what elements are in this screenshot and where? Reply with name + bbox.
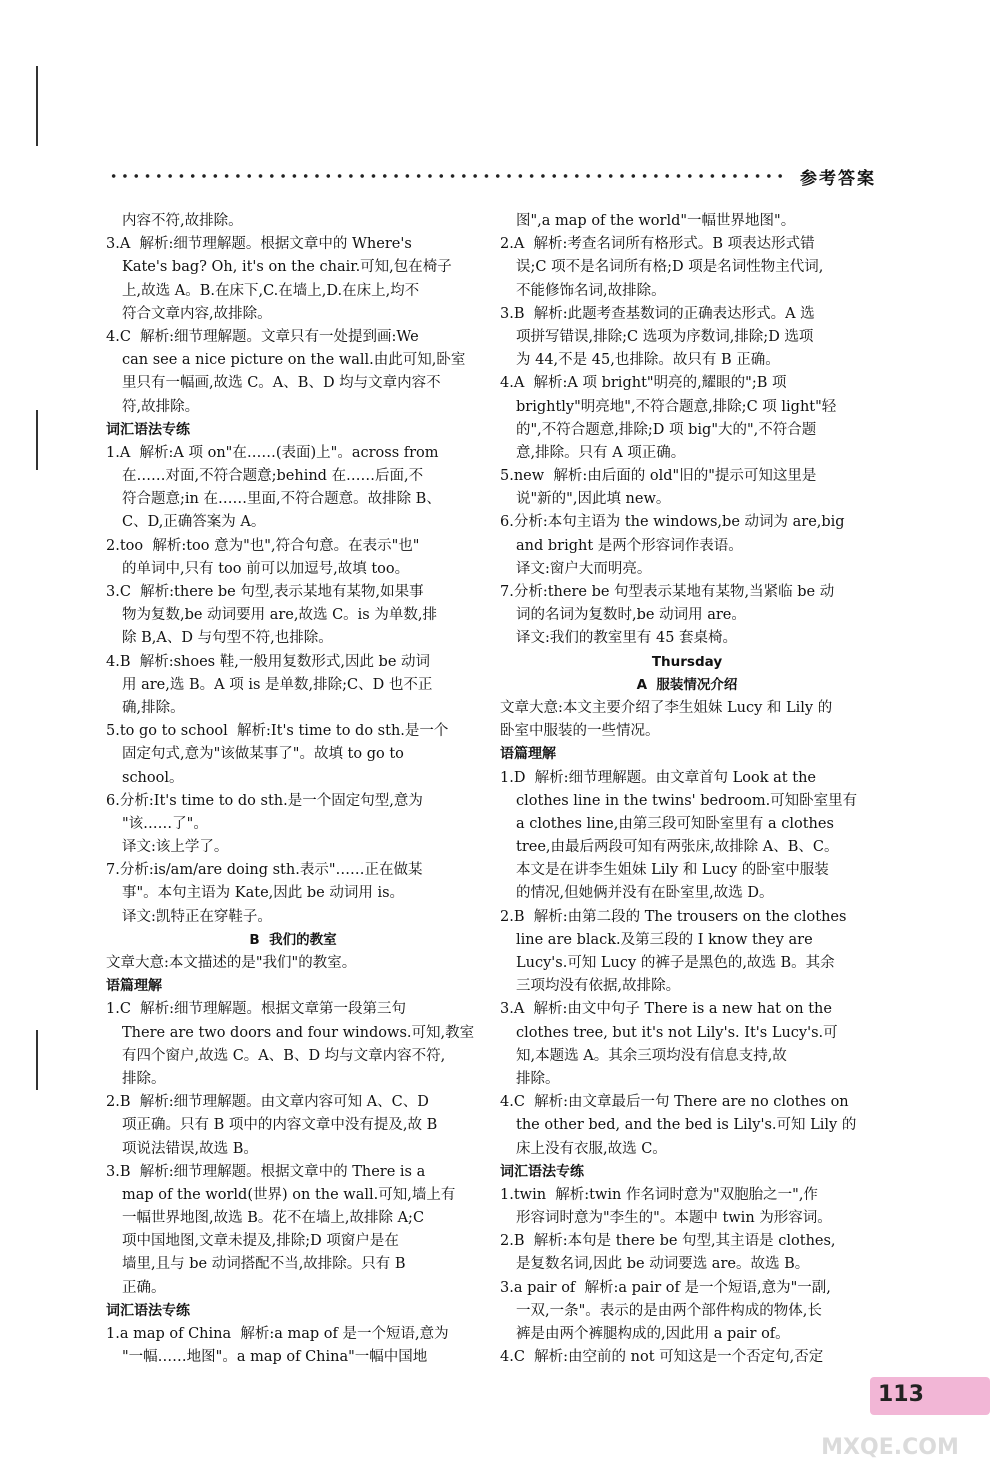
right-column-line: 3.A 解析:由文中句子 There is a new hat on the (500, 1001, 832, 1018)
left-column-line: 上,故选 A。B.在床下,C.在墙上,D.在床上,均不 (122, 282, 420, 299)
right-column-line: 形容词时意为"李生的"。本题中 twin 为形容词。 (516, 1210, 832, 1227)
left-column-line: 词汇语法专练 (106, 421, 190, 438)
right-column-line: line are black.及第三段的 I know they are (516, 931, 813, 948)
right-column-line: 本文是在讲李生姐妹 Lily 和 Lucy 的卧室中服装 (516, 862, 829, 879)
right-column-line: 词的名词为复数时,be 动词用 are。 (516, 607, 746, 624)
right-column-line: 文章大意:本文主要介绍了李生姐妹 Lucy 和 Lily 的 (500, 699, 833, 716)
right-column-line: 2.B 解析:本句是 there be 句型,其主语是 clothes, (500, 1233, 836, 1250)
left-column-line: 译文:凯特正在穿鞋子。 (122, 908, 272, 925)
left-column-line: 的单词中,只有 too 前可以加逗号,故填 too。 (122, 560, 410, 577)
right-column-line: 译文:我们的教室里有 45 套桌椅。 (516, 630, 738, 647)
left-column (106, 210, 480, 1369)
right-column-line: a clothes line,由第三段可知卧室里有 a clothes (516, 815, 834, 832)
left-column-line: 一幅世界地图,故选 B。花不在墙上,故排除 A;C (122, 1210, 425, 1227)
left-column-line: 项说法错误,故选 B。 (122, 1140, 258, 1157)
left-column-line: "该……了"。 (122, 815, 208, 832)
left-column-line: 固定句式,意为"该做某事了"。故填 to go to (122, 746, 404, 763)
left-column-line: school。 (122, 769, 184, 786)
left-column-line: 确,排除。 (122, 699, 185, 716)
right-column-line: 语篇理解 (500, 746, 556, 763)
left-column-line: 3.B 解析:细节理解题。根据文章中的 There is a (106, 1163, 426, 1180)
right-column-line: clothes line in the twins' bedroom.可知卧室里有 (516, 792, 858, 809)
left-column-line: 在……对面,不符合题意;behind 在……后面,不 (122, 468, 424, 485)
right-column-line: 1.D 解析:细节理解题。由文章首句 Look at the (500, 769, 816, 786)
left-column-line: 事"。本句主语为 Kate,因此 be 动词用 is。 (122, 885, 405, 902)
left-column-line: 内容不符,故排除。 (122, 213, 243, 229)
right-column-line: clothes tree, but it's not Lily's. It's Lucy's.可 (516, 1024, 838, 1041)
right-column-line: A 服装情况介绍 (636, 676, 738, 693)
left-column-line: There are two doors and four windows.可知,教室 (122, 1024, 475, 1041)
right-column-line: 3.a pair of 解析:a pair of 是一个短语,意为"一副, (500, 1279, 831, 1296)
left-column-line: 3.A 解析:细节理解题。根据文章中的 Where's (106, 236, 412, 253)
right-column-line: 为 44,不是 45,也排除。故只有 B 正确。 (516, 352, 780, 369)
left-column-line: 5.to go to school 解析:It's time to do sth.是一个 (106, 723, 449, 740)
left-column-line: 词汇语法专练 (106, 1302, 190, 1319)
right-column-line: 2.A 解析:考查名词所有格形式。B 项表达形式错 (500, 236, 815, 253)
left-column-line: 符合文章内容,故排除。 (122, 305, 272, 322)
right-column-line: 说"新的",因此填 new。 (516, 491, 671, 508)
right-column-line: 4.A 解析:A 项 bright"明亮的,耀眼的";B 项 (500, 375, 787, 392)
right-column-line: Lucy's.可知 Lucy 的裤子是黑色的,故选 B。其余 (516, 955, 835, 971)
binding-mark-low (36, 1030, 38, 1090)
right-column-line: 三项均没有依据,故排除。 (516, 978, 681, 995)
left-column-line: 正确。 (122, 1279, 166, 1296)
left-column-line: 有四个窗户,故选 C。A、B、D 均与文章内容不符, (122, 1047, 446, 1064)
right-column-line: and bright 是两个形容词作表语。 (516, 537, 743, 554)
right-column-line: 6.分析:本句主语为 the windows,be 动词为 are,big (500, 514, 845, 531)
left-column-line: 4.C 解析:细节理解题。文章只有一处提到画:We (106, 328, 419, 345)
header-title: 参考答案 (800, 169, 876, 189)
right-column-line: the other bed, and the bed is Lily's.可知 Lily 的 (516, 1117, 857, 1134)
left-column-line: 4.B 解析:shoes 鞋,一般用复数形式,因此 be 动词 (106, 653, 431, 670)
left-column-line: Kate's bag? Oh, it's on the chair.可知,包在椅子 (122, 259, 452, 276)
left-column-line: map of the world(世界) on the wall.可知,墙上有 (122, 1186, 456, 1203)
left-column-line: 7.分析:is/am/are doing sth.表示"……正在做某 (106, 862, 423, 879)
left-column-line: 项正确。只有 B 项中的内容文章中没有提及,故 B (122, 1117, 438, 1134)
right-column-line: 3.B 解析:此题考查基数词的正确表达形式。A 选 (500, 305, 815, 322)
left-column-line: 2.B 解析:细节理解题。由文章内容可知 A、C、D (106, 1094, 429, 1111)
left-column-line: B 我们的教室 (249, 931, 337, 948)
right-column-line: 裤是由两个裤腿构成的,因此用 a pair of。 (516, 1326, 790, 1342)
right-column-line: 一双,一条"。表示的是由两个部件构成的物体,长 (516, 1302, 822, 1319)
left-column-line: 3.C 解析:there be 句型,表示某地有某物,如果事 (106, 584, 424, 600)
right-column-line: 2.B 解析:由第二段的 The trousers on the clothes (500, 908, 847, 925)
left-column-line: 语篇理解 (106, 978, 162, 995)
right-column-line: 床上没有衣服,故选 C。 (516, 1140, 667, 1157)
right-column-line: 译文:窗户大而明亮。 (516, 560, 652, 577)
left-column-line: 2.too 解析:too 意为"也",符合句意。在表示"也" (106, 537, 420, 554)
right-column-line: brightly"明亮地",不符合题意,排除;C 项 light"轻 (516, 398, 837, 415)
right-column-line: 不能修饰名词,故排除。 (516, 282, 666, 299)
watermark-logo (790, 1382, 990, 1462)
left-column-line: "一幅……地图"。a map of China"一幅中国地 (122, 1349, 428, 1366)
right-column-line: 排除。 (516, 1070, 560, 1087)
left-column-line: 1.C 解析:细节理解题。根据文章第一段第三句 (106, 1001, 407, 1018)
left-column-line: 用 are,选 B。A 项 is 是单数,排除;C、D 也不正 (122, 676, 433, 693)
right-column-line: 1.twin 解析:twin 作名词时意为"双胞胎之一",作 (500, 1186, 818, 1203)
left-column-line: 译文:该上学了。 (122, 839, 229, 856)
right-column-line: 是复数名词,因此 be 动词要选 are。故选 B。 (516, 1256, 810, 1273)
page-number: 113 (878, 1382, 924, 1407)
left-column-line: can see a nice picture on the wall.由此可知,卧室 (122, 352, 466, 369)
left-column-line: 排除。 (122, 1070, 166, 1087)
left-column-line: 里只有一幅画,故选 C。A、B、D 均与文章内容不 (122, 375, 441, 392)
right-column (500, 210, 874, 1369)
left-column-line: 物为复数,be 动词要用 are,故选 C。is 为单数,排 (122, 607, 437, 624)
right-column-line: 误;C 项不是名词所有格;D 项是名词性物主代词, (516, 259, 824, 276)
left-column-line: 墙里,且与 be 动词搭配不当,故排除。只有 B (122, 1256, 406, 1273)
left-column-line: 1.a map of China 解析:a map of 是一个短语,意为 (106, 1326, 449, 1342)
right-column-line: Thursday (651, 653, 723, 670)
left-column-line: 符合题意;in 在……里面,不符合题意。故排除 B、 (122, 491, 441, 508)
right-column-line: 7.分析:there be 句型表示某地有某物,当紧临 be 动 (500, 584, 835, 600)
right-column-line: 的情况,但她俩并没有在卧室里,故选 D。 (516, 885, 774, 902)
right-column-line: 词汇语法专练 (500, 1163, 584, 1180)
left-column-line: 文章大意:本文描述的是"我们"的教室。 (106, 955, 357, 971)
left-column-line: 6.分析:It's time to do sth.是一个固定句型,意为 (106, 792, 423, 809)
right-column-line: 卧室中服装的一些情况。 (500, 723, 660, 740)
left-column-line: 1.A 解析:A 项 on"在……(表面)上"。across from (106, 444, 439, 461)
left-column-line: 符,故排除。 (122, 398, 200, 415)
header-dotted-rule (108, 172, 788, 180)
right-column-line: 4.C 解析:由文章最后一句 There are no clothes on (500, 1094, 849, 1111)
binding-mark-top (36, 66, 38, 146)
watermark-text: MXQE.COM (821, 1435, 959, 1460)
left-column-line: 项中国地图,文章未提及,排除;D 项窗户是在 (122, 1233, 399, 1250)
right-column-line: 图",a map of the world"一幅世界地图"。 (516, 213, 796, 229)
right-column-line: 的",不符合题意,排除;D 项 big"大的",不符合题 (516, 421, 817, 438)
right-column-line: tree,由最后两段可知有两张床,故排除 A、B、C。 (516, 839, 839, 856)
binding-mark-mid (36, 410, 38, 470)
left-column-line: C、D,正确答案为 A。 (122, 514, 266, 531)
right-column-line: 意,排除。只有 A 项正确。 (516, 444, 686, 461)
right-column-line: 项拼写错误,排除;C 选项为序数词,排除;D 选项 (516, 328, 814, 345)
right-column-line: 4.C 解析:由空前的 not 可知这是一个否定句,否定 (500, 1349, 824, 1366)
right-column-line: 5.new 解析:由后面的 old"旧的"提示可知这里是 (500, 468, 817, 485)
right-column-line: 知,本题选 A。其余三项均没有信息支持,故 (516, 1047, 787, 1064)
left-column-line: 除 B,A、D 与句型不符,也排除。 (122, 630, 333, 647)
